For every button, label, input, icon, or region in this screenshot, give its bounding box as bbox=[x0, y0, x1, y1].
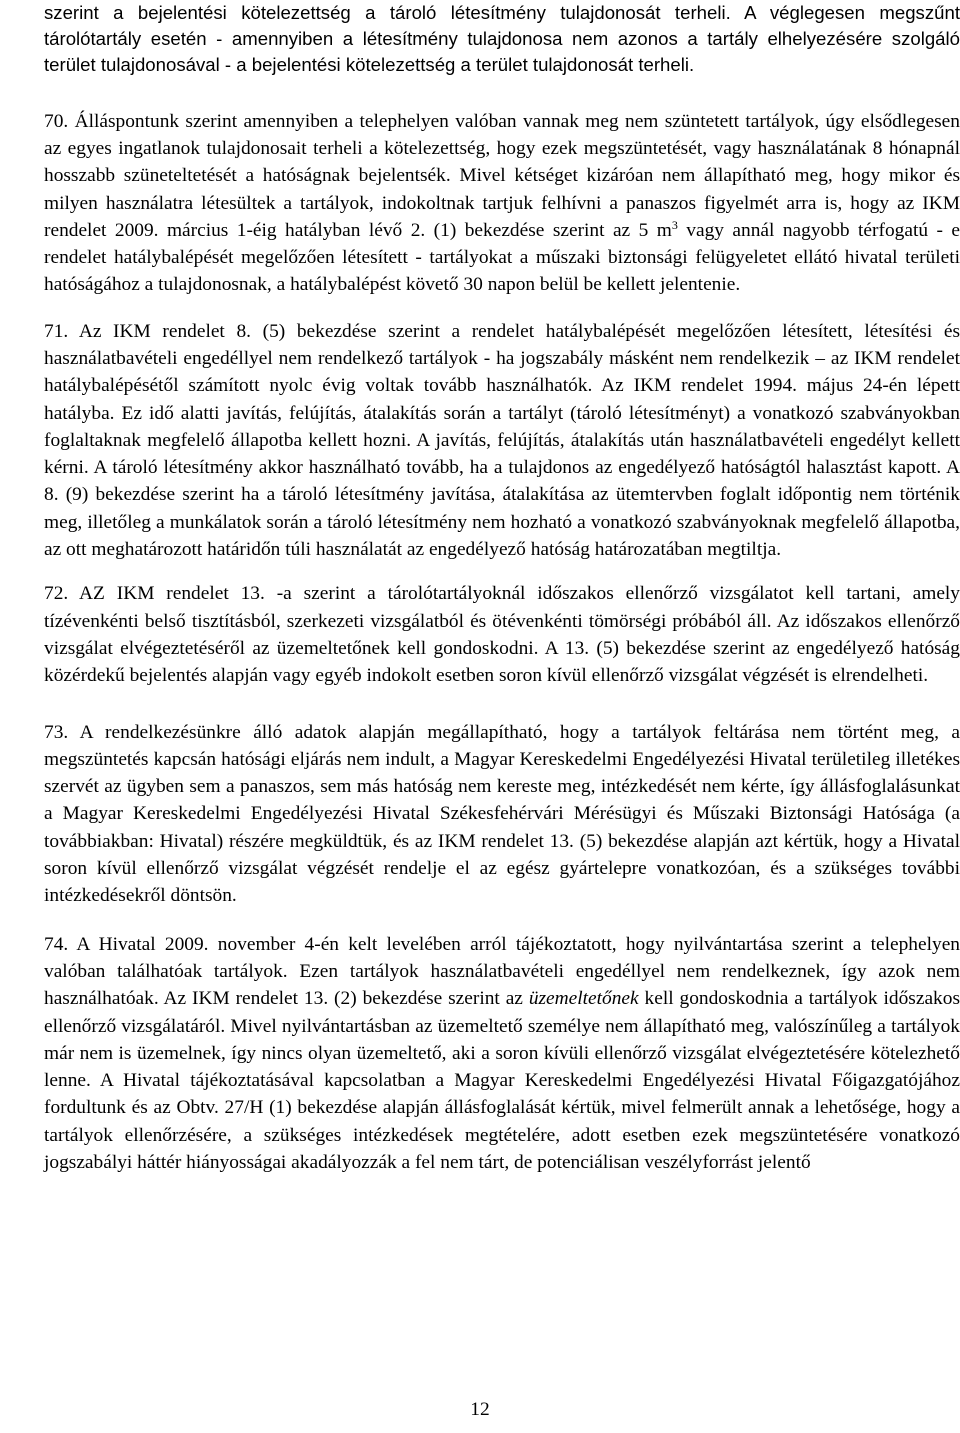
paragraph-text: Az IKM rendelet 8. (5) bekezdése szerint a rendelet hatálybalépését megelőzően létesített, létesítési és használatbavételi engedéllyel nem rendelkező tartályok - ha jogszabály másként nem rendelkezik – az IKM rendelet hatálybalépésétől számított nyolc évig voltak tovább használhatók. Az IKM rendelet 1994. május 24-én lépett hatályba. Ez idő alatti javítás, felújítás, átalakítás során a tartályt (tároló létesítményt) a vonatkozó szabványokban foglaltaknak megfelelő állapotba kellett hozni. A javítás, felújítás, átalakítás után használatbavételi engedélyt kellett kérni. A tároló létesítmény akkor használható tovább, ha a tulajdonos az engedélyező hatóságtól halasztást kapott. A 8. (9) bekezdése szerint ha a tároló létesítmény javítása, átalakítása az ütemtervben foglalt időpontig nem történik meg, illetőleg a munkálatok során a tároló létesítmény nem hozható a vonatkozó szabványoknak megfelelő állapotba, az ott meghatározott határidőn túli használatát az engedélyező hatóság határozatában megtiltja. bbox=[44, 320, 960, 561]
paragraph-number: 70. bbox=[44, 110, 69, 132]
page-number: 12 bbox=[470, 1399, 490, 1420]
paragraph-number: 72. bbox=[44, 583, 69, 605]
paragraph-70 bbox=[44, 108, 960, 299]
paragraph-number: 74. bbox=[44, 933, 69, 955]
paragraph-text: Álláspontunk szerint amennyiben a telephelyen valóban vannak meg nem szüntetett tartályok, úgy elsődlegesen az egyes ingatlanok tulajdonosait terheli a kötelezettség, hogy ezek megszüntetését, vagy használatának 8 hónapnál hosszabb szüneteltetését a hatóságnak bejelentsék. Mivel kétséget kizáróan nem állapítható meg, hogy mikor és milyen használatra létesültek a tartályok, indokoltnak tartjuk felhívni a panaszos figyelmét arra is, hogy az IKM rendelet 2009. március 1-éig hatályban lévő 2. (1) bekezdése szerint az 5 m bbox=[44, 110, 960, 241]
paragraph-72 bbox=[44, 580, 960, 689]
paragraph-text: A Hivatal 2009. november 4-én kelt levelében arról tájékoztatott, hogy nyilvántartása szerint a telephelyen valóban találhatóak tartályok. Ezen tartályok használatbavételi engedéllyel nem rendelkeznek, így azok nem használhatóak. Az IKM rendelet 13. (2) bekezdése szerint az bbox=[44, 933, 960, 1010]
superscript: 3 bbox=[671, 217, 678, 232]
paragraph-number: 73. bbox=[44, 721, 69, 743]
paragraph-text: AZ IKM rendelet 13. -a szerint a tárolótartályoknál időszakos ellenőrző vizsgálatot kell tartani, amely tízévenkénti belső tisztításból, szerkezeti vizsgálatból és ötévenkénti tömörségi próbából áll. Az időszakos ellenőrző vizsgálat elvégeztetéséről az üzemeltetőnek kell gondoskodni. A 13. (5) bekezdése szerint az engedélyező hatóság közérdekű bejelentés alapján vagy egyéb indokolt esetben soron kívül ellenőrző vizsgálat végzését is elrendelheti. bbox=[44, 583, 960, 687]
paragraph-text-continued: kell gondoskodnia a tartályok időszakos ellenőrző vizsgálatáról. Mivel nyilvántartásban az üzemeltető személye nem állapítható meg, valószínűleg a tartályok már nem is üzemelnek, így nincs olyan üzemeltető, aki a soron kívüli ellenőrző vizsgálat elvégeztetésére kötelezhető lenne. A Hivatal tájékoztatásával kapcsolatban a Magyar Kereskedelmi Engedélyezési Hivatal Főigazgatójához fordultunk és az Obtv. 27/H (1) bekezdése alapján állásfoglalását kértük, mivel felmerült annak a lehetősége, hogy a tartályok ellenőrzésére, a szükséges intézkedések megtételére, adott esetben ezek megszüntetésére vonatkozó jogszabályi háttér hiányosságai akadályozzák a fel nem tárt, de potenciálisan veszélyforrást jelentő bbox=[44, 988, 960, 1173]
paragraph-number: 71. bbox=[44, 320, 69, 342]
paragraph-73 bbox=[44, 719, 960, 910]
paragraph-text: A rendelkezésünkre álló adatok alapján megállapítható, hogy a tartályok feltárása nem történt meg, a megszüntetés kapcsán hatósági eljárás nem indult, a Magyar Kereskedelmi Engedélyezési Hivatal területileg illetékes szervét az ügyben sem a panaszos, sem más hatóság nem kereste meg, intézkedését nem kérte, így állásfoglalásunkat a Magyar Kereskedelmi Engedélyezési Hivatal Székesfehérvári Mérésügyi és Műszaki Biztonsági Hatósága (a továbbiakban: Hivatal) részére megküldtük, és az IKM rendelet 13. (5) bekezdése alapján azt kértük, hogy a Hivatal soron kívül ellenőrző vizsgálat végzését rendelje el az egész gyártelepre vonatkozóan, és a szükséges további intézkedésekről döntsön. bbox=[44, 721, 960, 907]
paragraph-text-continued: vagy annál nagyobb térfogatú - e rendelet hatálybalépését megelőzően létesített - tartályokat a műszaki biztonsági felügyeletet ellátó hivatal területi hatóságához a tulajdonosnak, a hatálybalépést követő 30 napon belül be kellett jelentenie. bbox=[44, 219, 960, 296]
emphasized-word: üzemeltetőnek bbox=[528, 988, 639, 1010]
intro-paragraph: szerint a bejelentési kötelezettség a tároló létesítmény tulajdonosát terheli. A véglegesen megszűnt tárolótartály esetén - amennyiben a létesítmény tulajdonosa nem azonos a tartály elhelyezésére szolgáló terület tulajdonosával - a bejelentési kötelezettség a terület tulajdonosát terheli. bbox=[44, 2, 960, 76]
paragraph-71 bbox=[44, 318, 960, 564]
document-page bbox=[44, 0, 960, 1176]
paragraph-74 bbox=[44, 931, 960, 1177]
